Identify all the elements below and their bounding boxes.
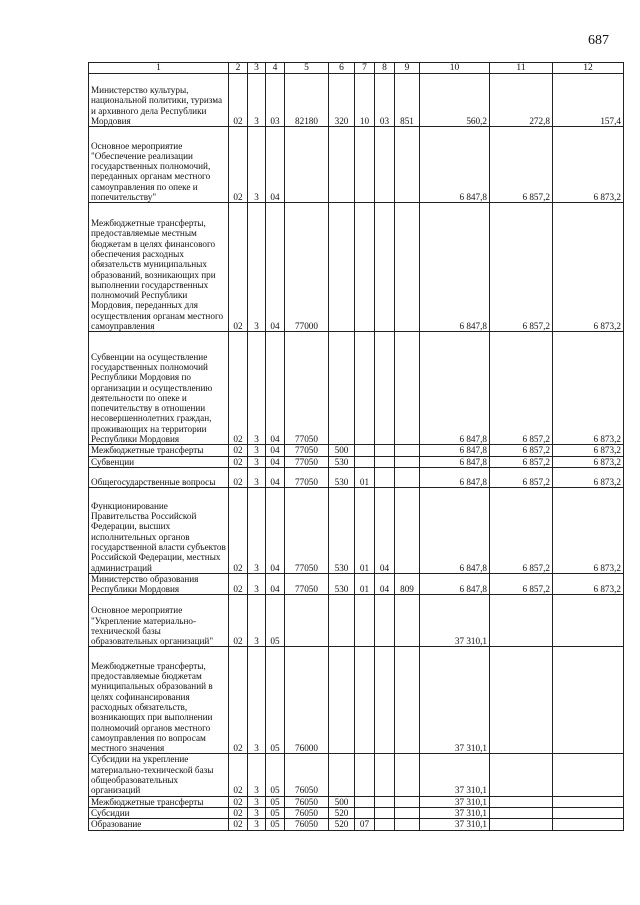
cell-col2: 02: [229, 573, 248, 595]
cell-amount-col12: 157,4: [553, 74, 624, 127]
cell-col3: 3: [248, 74, 266, 127]
table-row: [89, 819, 624, 830]
cell-col4: 05: [266, 647, 285, 754]
cell-col5: [285, 127, 329, 203]
cell-col3: 3: [248, 595, 266, 647]
cell-amount-col12: 6 873,2: [553, 332, 624, 445]
cell-col9: [395, 332, 420, 445]
table-row: [89, 595, 624, 647]
cell-col7: [355, 332, 375, 445]
table-row: [89, 796, 624, 807]
cell-col6: [329, 332, 355, 445]
cell-col6: 500: [329, 796, 355, 807]
budget-table: [88, 62, 624, 831]
cell-amount-col10: 6 847,8: [420, 573, 490, 595]
table-row: [89, 754, 624, 796]
cell-col5: 77000: [285, 203, 329, 332]
cell-amount-col11: [490, 819, 553, 830]
cell-col8: [375, 127, 395, 203]
cell-col7: [355, 203, 375, 332]
cell-col7: 10: [355, 74, 375, 127]
cell-col5: 76050: [285, 796, 329, 807]
cell-amount-col10: 6 847,8: [420, 127, 490, 203]
cell-col5: 82180: [285, 74, 329, 127]
cell-name: Общегосударственные вопросы: [89, 467, 229, 487]
cell-col8: [375, 467, 395, 487]
column-header: 11: [490, 63, 553, 74]
table-row: [89, 456, 624, 467]
column-header: 12: [553, 63, 624, 74]
cell-col4: 04: [266, 467, 285, 487]
column-header: 2: [229, 63, 248, 74]
cell-amount-col12: 6 873,2: [553, 445, 624, 456]
cell-col5: 76050: [285, 754, 329, 796]
cell-col7: [355, 796, 375, 807]
cell-col6: 530: [329, 467, 355, 487]
cell-col7: [355, 807, 375, 818]
cell-amount-col11: 6 857,2: [490, 467, 553, 487]
cell-col4: 03: [266, 74, 285, 127]
cell-amount-col11: 6 857,2: [490, 487, 553, 573]
cell-col4: 04: [266, 573, 285, 595]
cell-amount-col10: 37 310,1: [420, 796, 490, 807]
cell-col2: 02: [229, 203, 248, 332]
cell-col5: 76050: [285, 819, 329, 830]
cell-col2: 02: [229, 456, 248, 467]
cell-col6: 320: [329, 74, 355, 127]
cell-amount-col12: 6 873,2: [553, 456, 624, 467]
cell-amount-col10: 37 310,1: [420, 807, 490, 818]
column-header: 8: [375, 63, 395, 74]
cell-amount-col10: 6 847,8: [420, 467, 490, 487]
column-header: 1: [89, 63, 229, 74]
cell-col4: 04: [266, 445, 285, 456]
cell-col8: 04: [375, 573, 395, 595]
cell-name: Межбюджетные трансферты, предоставляемые бюджетам муниципальных образований в целях софинансирования расходных обязательств, возникающих при выполнении полномочий органов местного самоуправления по вопросам местного значения: [89, 647, 229, 754]
cell-col2: 02: [229, 754, 248, 796]
cell-name: Субсидии на укрепление материально-технической базы общеобразовательных организаций: [89, 754, 229, 796]
cell-col9: 851: [395, 74, 420, 127]
cell-name: Субсидии: [89, 807, 229, 818]
cell-col4: 05: [266, 807, 285, 818]
cell-name: Основное мероприятие "Обеспечение реализации государственных полномочий, переданных органам местного самоуправления по опеке и попечительству": [89, 127, 229, 203]
cell-amount-col11: [490, 796, 553, 807]
cell-col9: [395, 467, 420, 487]
column-header: 9: [395, 63, 420, 74]
cell-col3: 3: [248, 467, 266, 487]
cell-col6: [329, 647, 355, 754]
cell-col6: 520: [329, 819, 355, 830]
cell-col3: 3: [248, 332, 266, 445]
table-row: [89, 127, 624, 203]
cell-col2: 02: [229, 74, 248, 127]
cell-col2: 02: [229, 807, 248, 818]
cell-col9: [395, 754, 420, 796]
cell-col4: 04: [266, 203, 285, 332]
cell-col6: [329, 754, 355, 796]
cell-col9: [395, 487, 420, 573]
cell-col7: [355, 127, 375, 203]
cell-col8: [375, 332, 395, 445]
cell-col2: 02: [229, 445, 248, 456]
cell-col7: 01: [355, 573, 375, 595]
table-row: [89, 573, 624, 595]
cell-amount-col10: 6 847,8: [420, 203, 490, 332]
cell-col9: [395, 819, 420, 830]
cell-amount-col11: [490, 807, 553, 818]
cell-name: Межбюджетные трансферты: [89, 796, 229, 807]
cell-col3: 3: [248, 819, 266, 830]
cell-col5: 77050: [285, 445, 329, 456]
cell-col4: 05: [266, 595, 285, 647]
cell-col5: 77050: [285, 467, 329, 487]
table-row: [89, 487, 624, 573]
table-row: [89, 647, 624, 754]
cell-col5: 76000: [285, 647, 329, 754]
cell-name: Министерство образования Республики Мордовия: [89, 573, 229, 595]
cell-col2: 02: [229, 487, 248, 573]
cell-col6: 520: [329, 807, 355, 818]
cell-col3: 3: [248, 573, 266, 595]
cell-col3: 3: [248, 796, 266, 807]
cell-col6: [329, 595, 355, 647]
cell-col2: 02: [229, 127, 248, 203]
cell-name: Межбюджетные трансферты, предоставляемые местным бюджетам в целях финансового обеспечения расходных обязательств муниципальных образований, возникающих при выполнении государственных полномочий Республики Мордовия, переданных для осуществления органам местного самоуправления: [89, 203, 229, 332]
cell-col8: [375, 456, 395, 467]
table-header-row: [89, 63, 624, 74]
cell-name: Основное мероприятие "Укрепление материально-технической базы образовательных организаций": [89, 595, 229, 647]
cell-amount-col12: [553, 595, 624, 647]
table-row: [89, 467, 624, 487]
cell-col8: [375, 647, 395, 754]
cell-amount-col11: 6 857,2: [490, 203, 553, 332]
cell-name: Образование: [89, 819, 229, 830]
cell-col4: 04: [266, 487, 285, 573]
cell-col2: 02: [229, 819, 248, 830]
cell-col5: 77050: [285, 573, 329, 595]
cell-col7: 07: [355, 819, 375, 830]
cell-col4: 05: [266, 796, 285, 807]
cell-col7: [355, 647, 375, 754]
cell-col9: [395, 647, 420, 754]
cell-col6: [329, 203, 355, 332]
cell-col5: 77050: [285, 332, 329, 445]
table-row: [89, 807, 624, 818]
cell-col3: 3: [248, 754, 266, 796]
cell-amount-col12: [553, 796, 624, 807]
cell-amount-col10: 37 310,1: [420, 647, 490, 754]
cell-amount-col10: 6 847,8: [420, 445, 490, 456]
cell-amount-col10: 37 310,1: [420, 595, 490, 647]
table-row: [89, 332, 624, 445]
cell-col9: 809: [395, 573, 420, 595]
cell-name: Функционирование Правительства Российской Федерации, высших исполнительных органов государственной власти субъектов Российской Федерации, местных администраций: [89, 487, 229, 573]
column-header: 10: [420, 63, 490, 74]
cell-amount-col11: 6 857,2: [490, 573, 553, 595]
cell-amount-col12: 6 873,2: [553, 573, 624, 595]
cell-amount-col10: 37 310,1: [420, 819, 490, 830]
cell-amount-col12: [553, 647, 624, 754]
cell-amount-col12: 6 873,2: [553, 203, 624, 332]
cell-amount-col12: 6 873,2: [553, 487, 624, 573]
cell-amount-col10: 6 847,8: [420, 332, 490, 445]
cell-col6: 530: [329, 487, 355, 573]
cell-col8: [375, 754, 395, 796]
cell-col3: 3: [248, 445, 266, 456]
cell-col3: 3: [248, 807, 266, 818]
page-number: 687: [588, 33, 609, 48]
cell-col8: 03: [375, 74, 395, 127]
cell-col8: [375, 796, 395, 807]
cell-amount-col11: [490, 647, 553, 754]
cell-col2: 02: [229, 647, 248, 754]
cell-col8: [375, 807, 395, 818]
table-row: [89, 74, 624, 127]
column-header: 5: [285, 63, 329, 74]
cell-col4: 05: [266, 819, 285, 830]
cell-col8: [375, 445, 395, 456]
cell-col7: [355, 754, 375, 796]
cell-col6: 530: [329, 573, 355, 595]
cell-col5: [285, 595, 329, 647]
cell-col9: [395, 127, 420, 203]
cell-col7: [355, 456, 375, 467]
cell-col7: 01: [355, 467, 375, 487]
column-header: 6: [329, 63, 355, 74]
cell-col9: [395, 796, 420, 807]
cell-col3: 3: [248, 203, 266, 332]
cell-amount-col11: [490, 595, 553, 647]
cell-col6: [329, 127, 355, 203]
cell-col7: [355, 595, 375, 647]
cell-name: Министерство культуры, национальной политики, туризма и архивного дела Республики Мордовия: [89, 74, 229, 127]
cell-col2: 02: [229, 595, 248, 647]
cell-col7: [355, 445, 375, 456]
cell-amount-col10: 6 847,8: [420, 487, 490, 573]
table-row: [89, 445, 624, 456]
cell-amount-col11: 6 857,2: [490, 127, 553, 203]
cell-amount-col12: [553, 819, 624, 830]
cell-col2: 02: [229, 467, 248, 487]
cell-name: Межбюджетные трансферты: [89, 445, 229, 456]
cell-col9: [395, 456, 420, 467]
cell-amount-col10: 37 310,1: [420, 754, 490, 796]
cell-col3: 3: [248, 456, 266, 467]
cell-col3: 3: [248, 127, 266, 203]
cell-col9: [395, 203, 420, 332]
cell-col2: 02: [229, 796, 248, 807]
cell-amount-col12: [553, 754, 624, 796]
cell-col6: 530: [329, 456, 355, 467]
cell-col9: [395, 807, 420, 818]
cell-col5: 76050: [285, 807, 329, 818]
cell-col4: 05: [266, 754, 285, 796]
cell-amount-col12: [553, 807, 624, 818]
cell-name: Субвенции: [89, 456, 229, 467]
cell-col8: [375, 203, 395, 332]
cell-col3: 3: [248, 487, 266, 573]
cell-amount-col11: 6 857,2: [490, 456, 553, 467]
cell-amount-col11: 6 857,2: [490, 445, 553, 456]
cell-col3: 3: [248, 647, 266, 754]
cell-col4: 04: [266, 127, 285, 203]
cell-col8: 04: [375, 487, 395, 573]
cell-col6: 500: [329, 445, 355, 456]
cell-col5: 77050: [285, 456, 329, 467]
cell-col8: [375, 819, 395, 830]
cell-name: Субвенции на осуществление государственных полномочий Республики Мордовия по организации и осуществлению деятельности по опеке и попечительству в отношении несовершеннолетних граждан, проживающих на территории Республики Мордовия: [89, 332, 229, 445]
cell-amount-col10: 6 847,8: [420, 456, 490, 467]
cell-amount-col10: 560,2: [420, 74, 490, 127]
cell-col4: 04: [266, 332, 285, 445]
cell-col9: [395, 595, 420, 647]
cell-col9: [395, 445, 420, 456]
cell-amount-col12: 6 873,2: [553, 467, 624, 487]
column-header: 3: [248, 63, 266, 74]
cell-col7: 01: [355, 487, 375, 573]
cell-col5: 77050: [285, 487, 329, 573]
cell-col8: [375, 595, 395, 647]
cell-col2: 02: [229, 332, 248, 445]
cell-col4: 04: [266, 456, 285, 467]
column-header: 4: [266, 63, 285, 74]
cell-amount-col11: 272,8: [490, 74, 553, 127]
cell-amount-col11: [490, 754, 553, 796]
cell-amount-col11: 6 857,2: [490, 332, 553, 445]
table-row: [89, 203, 624, 332]
column-header: 7: [355, 63, 375, 74]
cell-amount-col12: 6 873,2: [553, 127, 624, 203]
